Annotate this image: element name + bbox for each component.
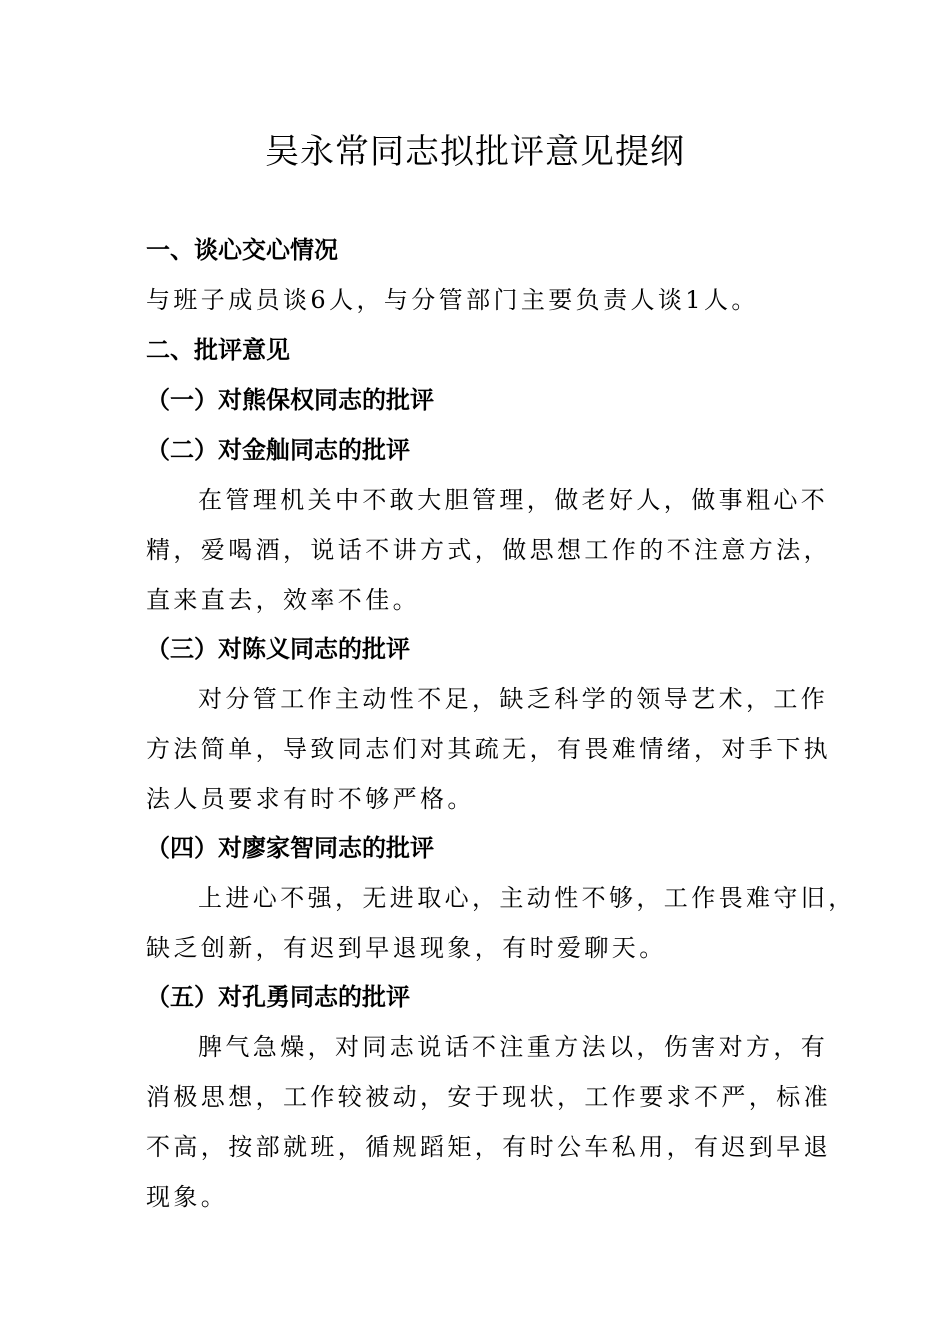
criticism-heading-5: （五）对孔勇同志的批评 [146,983,410,1011]
criticism-4-line-1: 上进心不强，无进取心，主动性不够，工作畏难守旧， [198,884,856,912]
document-title: 吴永常同志拟批评意见提纲 [265,132,685,172]
criticism-2-line-3: 直来直去，效率不佳。 [146,586,420,614]
talks-summary-text: 与班子成员谈6人，与分管部门主要负责人谈1人。 [146,286,759,314]
criticism-heading-3: （三）对陈义同志的批评 [146,635,410,663]
criticism-3-line-1: 对分管工作主动性不足，缺乏科学的领导艺术，工作 [198,685,829,713]
section-heading-criticism: 二、批评意见 [146,336,290,364]
criticism-5-line-3: 不高，按部就班，循规蹈矩，有时公车私用，有迟到早退 [146,1133,831,1161]
criticism-heading-4: （四）对廖家智同志的批评 [146,834,434,862]
section-heading-talks: 一、谈心交心情况 [146,236,338,264]
criticism-heading-1: （一）对熊保权同志的批评 [146,386,434,414]
criticism-4-line-2: 缺乏创新，有迟到早退现象，有时爱聊天。 [146,934,667,962]
criticism-3-line-2: 方法简单，导致同志们对其疏无，有畏难情绪，对手下执 [146,735,831,763]
criticism-2-line-1: 在管理机关中不敢大胆管理，做老好人，做事粗心不 [198,486,829,514]
criticism-5-line-2: 消极思想，工作较被动，安于现状，工作要求不严，标准 [146,1083,831,1111]
criticism-2-line-2: 精，爱喝酒，说话不讲方式，做思想工作的不注意方法， [146,536,831,564]
criticism-5-line-4: 现象。 [146,1183,229,1211]
criticism-5-line-1: 脾气急燥，对同志说话不注重方法以，伤害对方，有 [198,1033,829,1061]
criticism-heading-2: （二）对金舢同志的批评 [146,436,410,464]
criticism-3-line-3: 法人员要求有时不够严格。 [146,785,475,813]
